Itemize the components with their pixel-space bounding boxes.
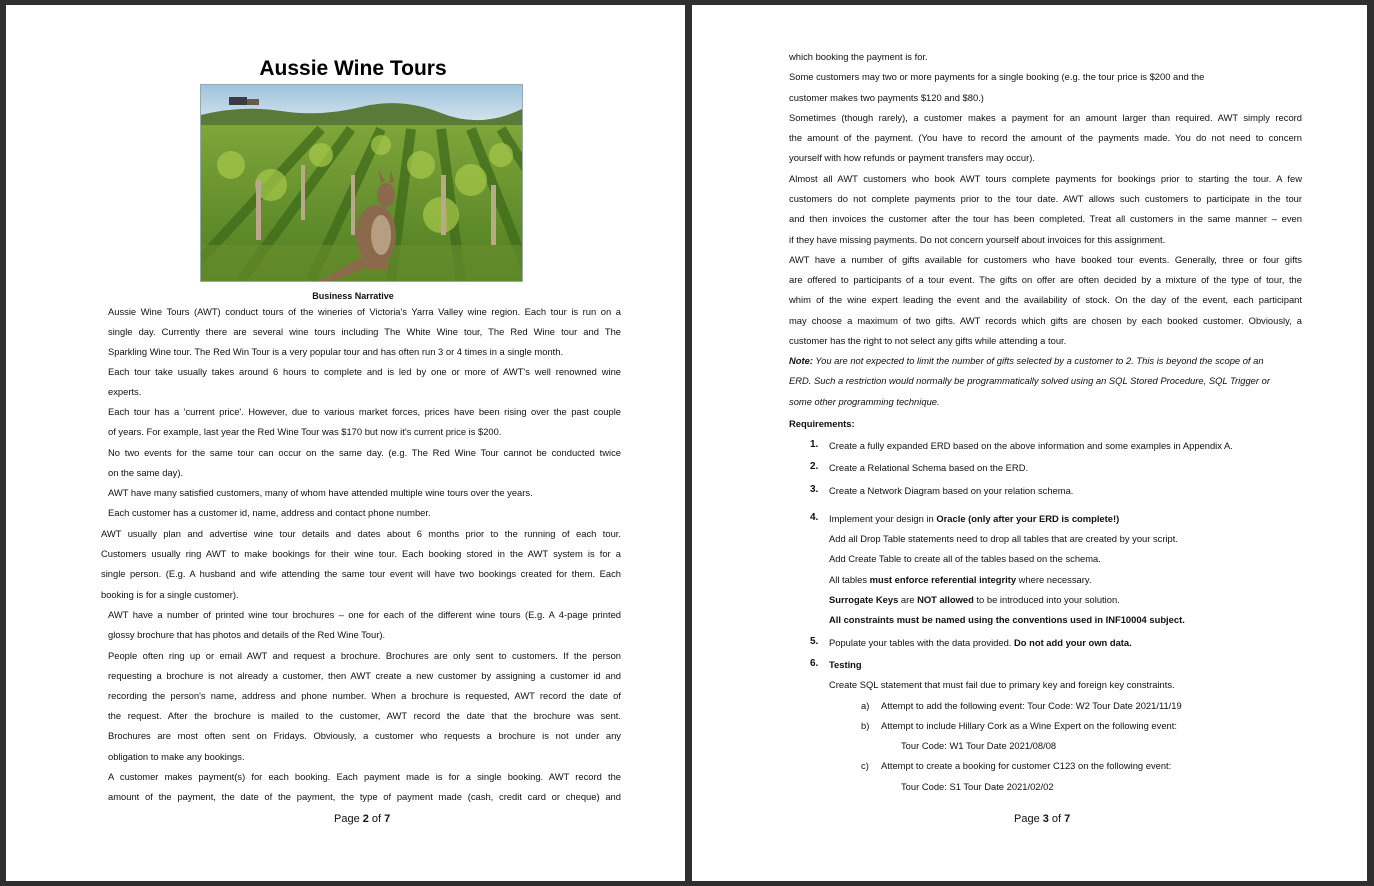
paragraph-line: A customer makes payment(s) for each booking. Each payment made is for a single booking. AWT record the bbox=[108, 771, 621, 782]
paragraph-line: AWT usually plan and advertise wine tour details and dates about 6 months prior to the running of each tour. bbox=[101, 528, 621, 539]
of-word: of bbox=[368, 813, 385, 825]
paragraph-line: requesting a brochure is not already a customer, then AWT create a new customer by assigning a customer id and bbox=[108, 670, 621, 681]
note-line: some other programming technique. bbox=[789, 396, 940, 407]
paragraph-line: amount of the payment, the date of the payment, the type of payment made (cash, credit card or cheque) and bbox=[108, 791, 621, 802]
requirement-subtext bbox=[829, 574, 1091, 586]
test-item-label: b) bbox=[861, 720, 870, 731]
paragraph-line: if they have missing payments. Do not concern yourself about invoices for this assignment. bbox=[789, 234, 1166, 245]
paragraph-line: Sometimes (though rarely), a customer makes a payment for an amount larger than required. AWT simply record bbox=[789, 112, 1302, 123]
requirement-subtext: Create SQL statement that must fail due to primary key and foreign key constraints. bbox=[829, 679, 1175, 690]
requirement-text: Create a Relational Schema based on the ERD. bbox=[829, 462, 1029, 473]
requirement-text bbox=[829, 513, 1119, 525]
requirement-text-part: to be introduced into your solution. bbox=[973, 594, 1120, 605]
paragraph-line: which booking the payment is for. bbox=[789, 51, 928, 62]
requirement-text-bold: Do not add your own data. bbox=[1014, 637, 1132, 648]
requirement-number: 2. bbox=[810, 461, 819, 472]
paragraph-line: recording the person's name, address and phone number. When a brochure is requested, AWT record the date of bbox=[108, 690, 621, 701]
requirement-subtext: Add all Drop Table statements need to drop all tables that are created by your script. bbox=[829, 533, 1178, 544]
paragraph-line: AWT have a number of printed wine tour brochures – one for each of the different wine tours (E.g. A 4-page printed bbox=[108, 609, 621, 620]
test-item-label: a) bbox=[861, 700, 870, 711]
paragraph-line: Each tour take usually takes around 6 hours to complete and is led by one or more of AWT's well renowned wine bbox=[108, 366, 621, 377]
requirement-text bbox=[829, 637, 1132, 649]
paragraph-line: Each customer has a customer id, name, address and contact phone number. bbox=[108, 507, 431, 518]
requirement-subtext: All constraints must be named using the conventions used in INF10004 subject. bbox=[829, 614, 1185, 625]
requirement-text-part: are bbox=[898, 594, 918, 605]
test-item-text: Attempt to create a booking for customer C123 on the following event: bbox=[881, 760, 1172, 771]
requirement-text: Testing bbox=[829, 659, 862, 670]
paragraph-line: the amount of the payment. (You have to record the amount of the payments made. You do not need to concern bbox=[789, 132, 1302, 143]
paragraph-line: AWT have many satisfied customers, many of whom have attended multiple wine tours over the years. bbox=[108, 487, 533, 498]
paragraph-line: obligation to make any bookings. bbox=[108, 751, 245, 762]
total-pages: 7 bbox=[1064, 813, 1071, 825]
test-item-text: Attempt to include Hillary Cork as a Wine Expert on the following event: bbox=[881, 720, 1177, 731]
requirement-text: Create a Network Diagram based on your relation schema. bbox=[829, 485, 1074, 496]
paragraph-line: People often ring up or email AWT and request a brochure. Brochures are only sent to customers. If the person bbox=[108, 650, 621, 661]
requirement-text-bold: NOT allowed bbox=[917, 594, 974, 605]
requirement-subtext bbox=[829, 594, 1120, 606]
total-pages: 7 bbox=[384, 813, 391, 825]
document-title: Aussie Wine Tours bbox=[259, 57, 447, 80]
paragraph-line: are offered to participants of a tour event. The gifts on offer are often decided by a mixture of the type of tour, the bbox=[789, 274, 1302, 285]
paragraph-line: No two events for the same tour can occur on the same day. (e.g. The Red Wine Tour cannot be conducted twice bbox=[108, 447, 621, 458]
test-item-label: c) bbox=[861, 760, 869, 771]
paragraph-line: on the same day). bbox=[108, 467, 184, 478]
page-word: Page bbox=[334, 813, 363, 825]
requirement-subtext: Add Create Table to create all of the tables based on the schema. bbox=[829, 553, 1101, 564]
paragraph-line: Some customers may two or more payments for a single booking (e.g. the tour price is $200 and the bbox=[789, 71, 1205, 82]
paragraph-line: AWT have a number of gifts available for customers who have booked tour events. Generally, three or four gifts bbox=[789, 254, 1302, 265]
page-number-footer bbox=[1014, 813, 1070, 825]
paragraph-line: may choose a maximum of two gifts. AWT records which gifts are chosen by each booked customer. Obviously, a bbox=[789, 315, 1302, 326]
requirement-text-bold: must enforce referential integrity bbox=[869, 574, 1017, 585]
requirement-text-part: Implement your design in bbox=[829, 513, 937, 524]
paragraph-line: of years. For example, last year the Red Wine Tour was $170 but now it's current price is $200. bbox=[108, 426, 502, 437]
paragraph-line: and then invoices the customer after the tour has been completed. Treat all customers in the same manner – even bbox=[789, 213, 1302, 224]
of-word: of bbox=[1048, 813, 1065, 825]
current-page-number: 3 bbox=[1042, 813, 1049, 825]
paragraph-line: single day. Currently there are several wine tours including The White Wine tour, The Red Wine tour and The bbox=[108, 326, 621, 337]
note-line: ERD. Such a restriction would normally be programmatically solved using an SQL Stored Procedure, SQL Trigger or bbox=[789, 375, 1270, 386]
paragraph-line: customer makes two payments $120 and $80.) bbox=[789, 92, 984, 103]
paragraph-line: customers do not complete payments prior to the tour date. AWT allows such customers to participate in the tour bbox=[789, 193, 1302, 204]
requirement-number: 1. bbox=[810, 439, 819, 450]
page-3 bbox=[692, 5, 1367, 881]
note-line bbox=[789, 355, 1264, 367]
requirement-text-part: Populate your tables with the data provided. bbox=[829, 637, 1015, 648]
requirement-text-part: where necessary. bbox=[1016, 574, 1092, 585]
page-word: Page bbox=[1014, 813, 1043, 825]
test-item-text: Attempt to add the following event: Tour Code: W2 Tour Date 2021/11/19 bbox=[881, 700, 1182, 711]
paragraph-line: whim of the wine expert leading the event and the availability of stock. On the day of the event, each participant bbox=[789, 294, 1302, 305]
test-item-detail: Tour Code: W1 Tour Date 2021/08/08 bbox=[901, 740, 1057, 751]
section-heading: Business Narrative bbox=[312, 291, 394, 301]
paragraph-line: experts. bbox=[108, 386, 142, 397]
paragraph-line: the request. After the brochure is mailed to the customer, AWT record the date that the brochure was sent. bbox=[108, 710, 621, 721]
paragraph-line: glossy brochure that has photos and details of the Red Wine Tour). bbox=[108, 629, 386, 640]
paragraph-line: Brochures are most often sent on Fridays. Obviously, a customer who requests a brochure is not under any bbox=[108, 730, 621, 741]
vineyard-kangaroo-photo bbox=[200, 84, 523, 282]
paragraph-line: customer has the right to not select any gifts while attending a tour. bbox=[789, 335, 1067, 346]
paragraph-line: booking is for a single customer). bbox=[101, 589, 239, 600]
page-number-footer bbox=[334, 813, 390, 825]
paragraph-line: yourself with how refunds or payment transfers may occur). bbox=[789, 152, 1035, 163]
paragraph-line: Each tour has a 'current price'. However, due to various market forces, prices have been rising over the past couple bbox=[108, 406, 621, 417]
note-label: Note: bbox=[789, 355, 813, 366]
requirement-text-part: All tables bbox=[829, 574, 870, 585]
paragraph-line: Aussie Wine Tours (AWT) conduct tours of the wineries of Victoria's Yarra Valley wine region. Each tour is run on a bbox=[108, 306, 621, 317]
requirement-number: 6. bbox=[810, 658, 819, 669]
paragraph-line: single person. (E.g. A husband and wife attending the same tour event will have two bookings created for them. Each bbox=[101, 568, 621, 579]
note-text: You are not expected to limit the number of gifts selected by a customer to 2. This is beyond the scope of an bbox=[812, 355, 1264, 366]
current-page-number: 2 bbox=[362, 813, 369, 825]
requirement-text-bold: Surrogate Keys bbox=[829, 594, 899, 605]
page-2 bbox=[6, 5, 685, 881]
requirements-heading: Requirements: bbox=[789, 418, 855, 429]
paragraph-line: Sparkling Wine tour. The Red Win Tour is a very popular tour and has often run 3 or 4 times in a single month. bbox=[108, 346, 564, 357]
paragraph-line: Almost all AWT customers who book AWT tours complete payments for bookings prior to starting the tour. A few bbox=[789, 173, 1302, 184]
requirement-number: 3. bbox=[810, 484, 819, 495]
paragraph-line: Customers usually ring AWT to make bookings for their wine tour. Each booking stored in the AWT system is for a bbox=[101, 548, 621, 559]
requirement-number: 4. bbox=[810, 512, 819, 523]
requirement-text: Create a fully expanded ERD based on the above information and some examples in Appendix A. bbox=[829, 440, 1233, 451]
requirement-number: 5. bbox=[810, 636, 819, 647]
test-item-detail: Tour Code: S1 Tour Date 2021/02/02 bbox=[901, 781, 1054, 792]
requirement-text-bold: Oracle (only after your ERD is complete!) bbox=[936, 513, 1120, 524]
